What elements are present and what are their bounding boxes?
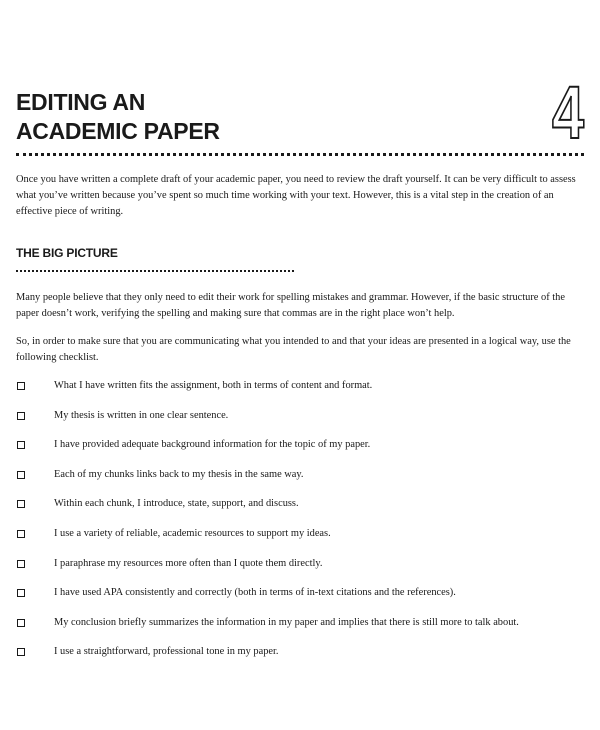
checklist-item: [16, 378, 586, 408]
checklist-item-label: I use a straightforward, professional tone in my paper.: [54, 646, 279, 658]
section-paragraph-1: Many people believe that they only need to edit their work for spelling mistakes and grammar. However, if the basic structure of the paper doesn’t work, verifying the spelling and making sure that commas are in the right place won’t help.: [16, 292, 565, 319]
checklist-item: [16, 467, 586, 497]
checklist-item-label: I have provided adequate background information for the topic of my paper.: [54, 439, 371, 451]
checkbox-icon[interactable]: [17, 619, 25, 627]
checklist-item-label: I paraphrase my resources more often than I quote them directly.: [54, 557, 323, 569]
checklist-item-label: Each of my chunks links back to my thesis in the same way.: [54, 468, 304, 480]
checkbox-icon[interactable]: [17, 471, 25, 479]
checklist-item-label: My conclusion briefly summarizes the information in my paper and implies that there is still more to talk about.: [54, 616, 519, 628]
chapter-number: 4: [551, 71, 584, 154]
section-divider: [16, 270, 294, 272]
checkbox-icon[interactable]: [17, 530, 25, 538]
page-title: [16, 88, 220, 146]
checklist-item: [16, 437, 586, 467]
checklist-item: [16, 585, 586, 615]
page-title-line-1: EDITING AN: [16, 89, 146, 115]
checkbox-icon[interactable]: [17, 441, 25, 449]
checklist-item-label: What I have written fits the assignment, both in terms of content and format.: [54, 380, 373, 391]
intro-paragraph: Once you have written a complete draft of your academic paper, you need to review the draft yourself. It can be very difficult to assess what you’ve written because you’ve spent so much time working with your text. However, this is a vital step in the creation of an effective piece of writing.: [16, 174, 576, 217]
checklist-item-label: My thesis is written in one clear sentence.: [54, 409, 229, 421]
checklist-item: [16, 526, 586, 556]
section-paragraph-2: So, in order to make sure that you are communicating what you intended to and that your ideas are presented in a logical way, use the following checklist.: [16, 336, 571, 363]
title-divider: [16, 153, 584, 156]
checkbox-icon[interactable]: [17, 560, 25, 568]
checklist-item: [16, 615, 586, 645]
section-heading: THE BIG PICTURE: [16, 246, 118, 260]
checklist-item-label: Within each chunk, I introduce, state, support, and discuss.: [54, 498, 299, 510]
checklist: [16, 378, 586, 674]
checklist-item: [16, 556, 586, 586]
checklist-item-label: I have used APA consistently and correctly (both in terms of in-text citations and the references).: [54, 587, 456, 599]
checklist-item: [16, 496, 586, 526]
checkbox-icon[interactable]: [17, 500, 25, 508]
checkbox-icon[interactable]: [17, 589, 25, 597]
checkbox-icon[interactable]: [17, 382, 25, 390]
checklist-item: [16, 408, 586, 438]
checkbox-icon[interactable]: [17, 412, 25, 420]
page-title-line-2: ACADEMIC PAPER: [16, 118, 220, 144]
checkbox-icon[interactable]: [17, 648, 25, 656]
checklist-item: [16, 644, 586, 674]
checklist-item-label: I use a variety of reliable, academic resources to support my ideas.: [54, 527, 331, 539]
